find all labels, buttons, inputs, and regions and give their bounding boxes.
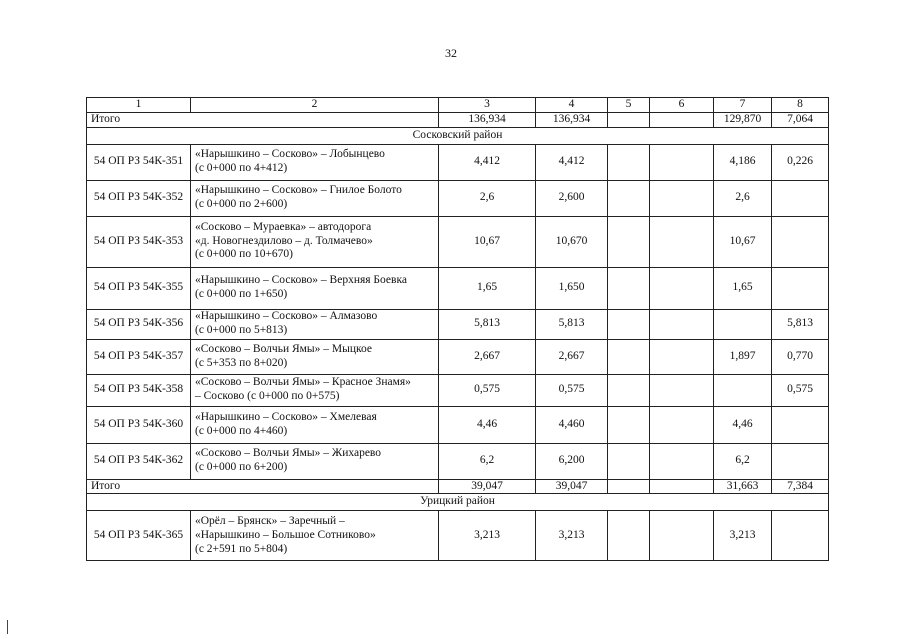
section-title: Урицкий район: [87, 494, 829, 511]
road-name-line: «Нарышкино – Сосково» – Гнилое Болото: [195, 184, 402, 197]
total-c8: 7,384: [772, 479, 829, 494]
margin-mark: [7, 620, 8, 634]
total-c5: [608, 479, 650, 494]
total-c7: 129,870: [714, 112, 772, 127]
road-name: [191, 267, 439, 309]
cell-c5: [608, 267, 650, 309]
road-name-line: (с 0+000 по 4+412): [195, 162, 288, 175]
cell-c6: [650, 374, 714, 406]
cell-c7: [714, 309, 772, 339]
table-row: [87, 309, 829, 339]
road-code: 54 ОП РЗ 54К-357: [87, 339, 191, 374]
table-row: [87, 406, 829, 443]
road-name-line: (с 5+353 по 8+020): [195, 356, 288, 369]
road-name: [191, 339, 439, 374]
cell-c3: 6,2: [439, 443, 536, 479]
cell-c5: [608, 443, 650, 479]
total-c4: 39,047: [536, 479, 608, 494]
cell-c3: 0,575: [439, 374, 536, 406]
header-cell: 2: [191, 98, 439, 113]
cell-c6: [650, 406, 714, 443]
road-name-line: «Сосково – Волчьи Ямы» – Красное Знамя»: [195, 376, 411, 389]
road-table: [86, 97, 829, 561]
road-code: 54 ОП РЗ 54К-355: [87, 267, 191, 309]
cell-c8: 0,226: [772, 144, 829, 180]
road-code: 54 ОП РЗ 54К-360: [87, 406, 191, 443]
cell-c6: [650, 180, 714, 216]
road-name-line: «Сосково – Волчьи Ямы» – Мыцкое: [195, 342, 373, 355]
cell-c7: 1,897: [714, 339, 772, 374]
road-name-line: «Орёл – Брянск» – Заречный –: [195, 515, 345, 528]
cell-c8: 5,813: [772, 309, 829, 339]
cell-c4: 4,412: [536, 144, 608, 180]
road-name-line: «Сосково – Мураевка» – автодорога: [195, 220, 372, 233]
cell-c5: [608, 511, 650, 561]
total-c8: 7,064: [772, 112, 829, 127]
road-name-line: «Нарышкино – Сосково» – Верхняя Боевка: [195, 274, 407, 287]
road-code: 54 ОП РЗ 54К-365: [87, 511, 191, 561]
total-row: [87, 112, 829, 127]
cell-c5: [608, 180, 650, 216]
cell-c3: 2,667: [439, 339, 536, 374]
section-title: Сосковский район: [87, 127, 829, 144]
table-row: [87, 180, 829, 216]
header-cell: 6: [650, 98, 714, 113]
road-name-line: «Нарышкино – Сосково» – Лобынцево: [195, 148, 385, 161]
road-code: 54 ОП РЗ 54К-362: [87, 443, 191, 479]
cell-c4: 5,813: [536, 309, 608, 339]
cell-c7: 3,213: [714, 511, 772, 561]
header-cell: 1: [87, 98, 191, 113]
cell-c7: 2,6: [714, 180, 772, 216]
road-name-line: «Сосково – Волчьи Ямы» – Жихарево: [195, 447, 382, 460]
road-code: 54 ОП РЗ 54К-358: [87, 374, 191, 406]
table-row: [87, 216, 829, 267]
road-name-line: «Нарышкино – Сосково» – Алмазово: [195, 310, 378, 323]
cell-c6: [650, 144, 714, 180]
road-code: 54 ОП РЗ 54К-356: [87, 309, 191, 339]
road-name: [191, 144, 439, 180]
total-c4: 136,934: [536, 112, 608, 127]
total-c5: [608, 112, 650, 127]
cell-c4: 2,600: [536, 180, 608, 216]
road-name-line: «Нарышкино – Большое Сотниково»: [195, 528, 376, 541]
road-name: [191, 216, 439, 267]
cell-c5: [608, 216, 650, 267]
road-name: [191, 406, 439, 443]
cell-c7: 10,67: [714, 216, 772, 267]
cell-c6: [650, 443, 714, 479]
total-c7: 31,663: [714, 479, 772, 494]
total-c6: [650, 479, 714, 494]
cell-c7: 4,186: [714, 144, 772, 180]
road-name-line: (с 0+000 по 1+650): [195, 288, 288, 301]
road-name-line: (с 0+000 по 10+670): [195, 248, 294, 261]
road-name-line: «Нарышкино – Сосково» – Хмелевая: [195, 410, 377, 423]
road-name: [191, 374, 439, 406]
section-row: [87, 127, 829, 144]
header-cell: 4: [536, 98, 608, 113]
total-label: Итого: [87, 112, 439, 127]
road-name: [191, 443, 439, 479]
page-number: 32: [445, 46, 457, 60]
cell-c5: [608, 144, 650, 180]
cell-c5: [608, 339, 650, 374]
cell-c5: [608, 406, 650, 443]
cell-c8: [772, 267, 829, 309]
cell-c6: [650, 267, 714, 309]
cell-c8: 0,575: [772, 374, 829, 406]
cell-c8: [772, 216, 829, 267]
road-name: [191, 309, 439, 339]
cell-c3: 4,412: [439, 144, 536, 180]
cell-c4: 2,667: [536, 339, 608, 374]
table-row: [87, 443, 829, 479]
cell-c5: [608, 309, 650, 339]
header-cell: 8: [772, 98, 829, 113]
cell-c8: [772, 406, 829, 443]
cell-c7: 4,46: [714, 406, 772, 443]
table-row: [87, 144, 829, 180]
section-row: [87, 494, 829, 511]
cell-c6: [650, 309, 714, 339]
total-c6: [650, 112, 714, 127]
header-cell: 5: [608, 98, 650, 113]
cell-c3: 1,65: [439, 267, 536, 309]
table-row: [87, 511, 829, 561]
cell-c8: [772, 180, 829, 216]
cell-c7: [714, 374, 772, 406]
table-row: [87, 374, 829, 406]
road-name-line: – Сосково (с 0+000 по 0+575): [195, 390, 340, 403]
cell-c8: [772, 443, 829, 479]
road-name-line: (с 0+000 по 4+460): [195, 424, 288, 437]
road-code: 54 ОП РЗ 54К-351: [87, 144, 191, 180]
header-cell: 7: [714, 98, 772, 113]
cell-c4: 6,200: [536, 443, 608, 479]
cell-c4: 3,213: [536, 511, 608, 561]
total-c3: 136,934: [439, 112, 536, 127]
total-row: [87, 479, 829, 494]
cell-c4: 1,650: [536, 267, 608, 309]
cell-c5: [608, 374, 650, 406]
road-code: 54 ОП РЗ 54К-352: [87, 180, 191, 216]
road-name-line: (с 0+000 по 2+600): [195, 198, 288, 211]
road-name: [191, 511, 439, 561]
cell-c6: [650, 216, 714, 267]
road-name-line: (с 2+591 по 5+804): [195, 542, 288, 555]
road-name-line: (с 0+000 по 6+200): [195, 461, 288, 474]
total-label: Итого: [87, 479, 439, 494]
cell-c3: 3,213: [439, 511, 536, 561]
table-row: [87, 339, 829, 374]
cell-c3: 5,813: [439, 309, 536, 339]
cell-c3: 4,46: [439, 406, 536, 443]
cell-c3: 2,6: [439, 180, 536, 216]
cell-c4: 0,575: [536, 374, 608, 406]
cell-c8: 0,770: [772, 339, 829, 374]
cell-c4: 4,460: [536, 406, 608, 443]
cell-c3: 10,67: [439, 216, 536, 267]
road-name-line: (с 0+000 по 5+813): [195, 324, 288, 337]
cell-c6: [650, 511, 714, 561]
cell-c8: [772, 511, 829, 561]
cell-c4: 10,670: [536, 216, 608, 267]
road-name: [191, 180, 439, 216]
header-row: [87, 98, 829, 113]
table-row: [87, 267, 829, 309]
road-name-line: «д. Новогнездилово – д. Толмачево»: [195, 234, 373, 247]
cell-c6: [650, 339, 714, 374]
road-code: 54 ОП РЗ 54К-353: [87, 216, 191, 267]
header-cell: 3: [439, 98, 536, 113]
cell-c7: 6,2: [714, 443, 772, 479]
total-c3: 39,047: [439, 479, 536, 494]
cell-c7: 1,65: [714, 267, 772, 309]
